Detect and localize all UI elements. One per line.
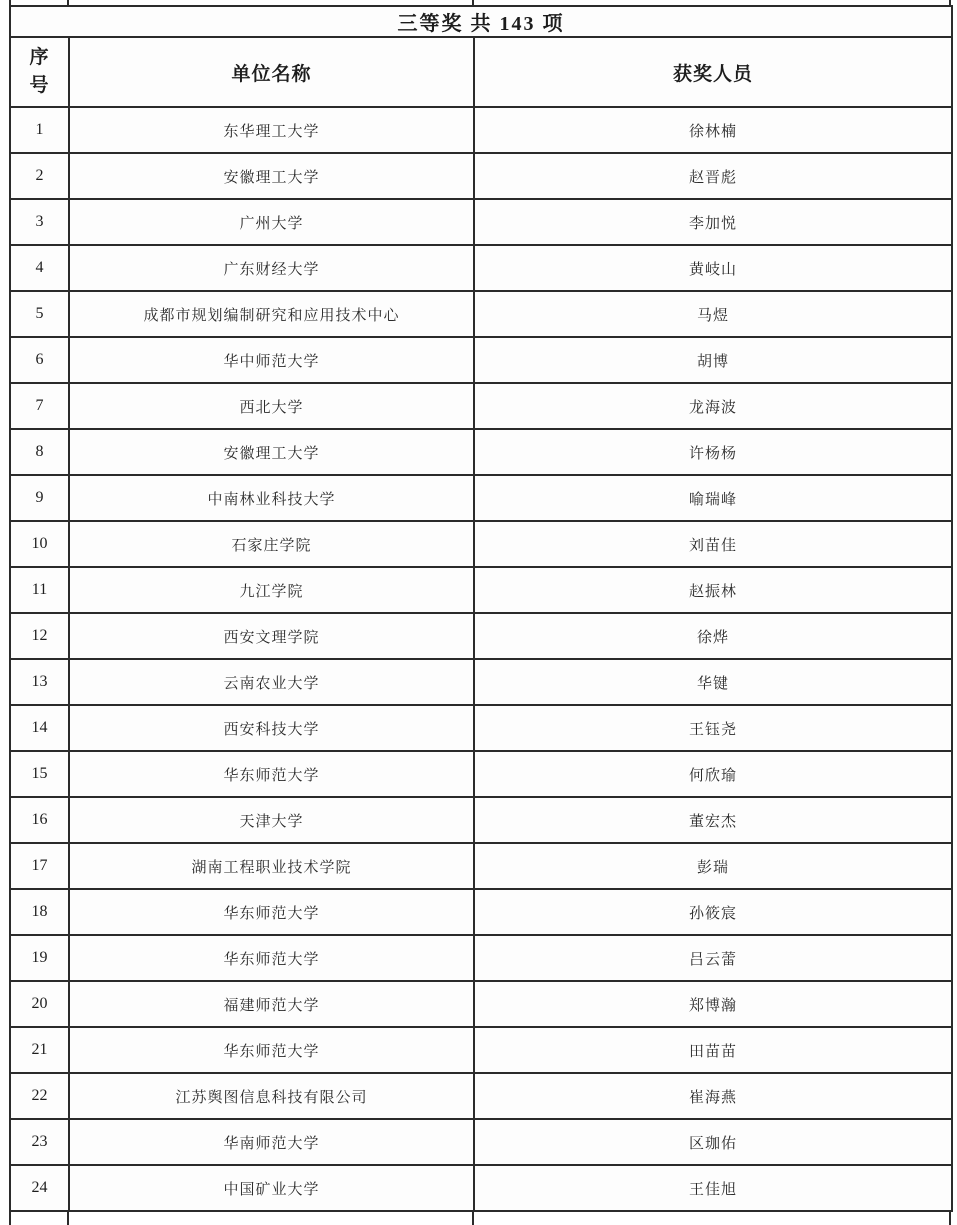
index-cell: 24 [10,1165,69,1211]
winner-cell: 华键 [474,659,952,705]
winner-cell: 赵振林 [474,567,952,613]
winner-cell: 李加悦 [474,199,952,245]
table-row [10,1073,952,1119]
table-row [10,751,952,797]
winner-cell: 崔海燕 [474,1073,952,1119]
unit-cell: 华东师范大学 [69,889,474,935]
unit-cell: 广东财经大学 [69,245,474,291]
index-cell: 11 [10,567,69,613]
section-title-row [10,6,952,37]
winner-cell: 孙筱宸 [474,889,952,935]
table-row [10,153,952,199]
column-header-index-label: 序号 [29,47,50,96]
column-header-unit: 单位名称 [69,37,474,107]
winner-cell: 马煜 [474,291,952,337]
table-border-segment [472,1212,474,1225]
table-row [10,245,952,291]
index-cell: 2 [10,153,69,199]
table-row [10,843,952,889]
index-cell: 3 [10,199,69,245]
winner-cell: 胡博 [474,337,952,383]
table-row [10,383,952,429]
table-row [10,1165,952,1211]
unit-cell: 成都市规划编制研究和应用技术中心 [69,291,474,337]
index-cell: 14 [10,705,69,751]
index-cell: 7 [10,383,69,429]
next-row-fragment [9,1212,951,1225]
unit-cell: 云南农业大学 [69,659,474,705]
winner-cell: 徐林楠 [474,107,952,153]
index-cell: 4 [10,245,69,291]
column-header-row [10,37,952,107]
index-cell: 6 [10,337,69,383]
table-row [10,291,952,337]
unit-cell: 中国矿业大学 [69,1165,474,1211]
index-cell: 13 [10,659,69,705]
unit-cell: 江苏舆图信息科技有限公司 [69,1073,474,1119]
table-row [10,475,952,521]
index-cell: 5 [10,291,69,337]
index-cell: 16 [10,797,69,843]
winner-cell: 彭瑞 [474,843,952,889]
winner-cell: 董宏杰 [474,797,952,843]
unit-cell: 华南师范大学 [69,1119,474,1165]
table-border-segment [67,1212,69,1225]
table-row [10,797,952,843]
index-cell: 19 [10,935,69,981]
section-title: 三等奖 共 143 项 [10,6,952,37]
unit-cell: 广州大学 [69,199,474,245]
winner-cell: 区珈佑 [474,1119,952,1165]
table-border-segment [949,1212,951,1225]
previous-row-fragment [9,0,951,5]
winner-cell: 龙海波 [474,383,952,429]
unit-cell: 华中师范大学 [69,337,474,383]
index-cell: 9 [10,475,69,521]
index-cell: 21 [10,1027,69,1073]
index-cell: 1 [10,107,69,153]
table-border-segment [67,0,69,5]
winner-cell: 赵晋彪 [474,153,952,199]
unit-cell: 天津大学 [69,797,474,843]
winner-cell: 王佳旭 [474,1165,952,1211]
unit-cell: 石家庄学院 [69,521,474,567]
table-row [10,659,952,705]
winner-cell: 许杨杨 [474,429,952,475]
unit-cell: 华东师范大学 [69,751,474,797]
winner-cell: 喻瑞峰 [474,475,952,521]
table-row [10,337,952,383]
table-row [10,981,952,1027]
table-border-segment [949,0,951,5]
table-row [10,889,952,935]
index-cell: 20 [10,981,69,1027]
unit-cell: 福建师范大学 [69,981,474,1027]
index-cell: 18 [10,889,69,935]
unit-cell: 华东师范大学 [69,1027,474,1073]
table-border-segment [472,0,474,5]
unit-cell: 东华理工大学 [69,107,474,153]
winner-cell: 黄岐山 [474,245,952,291]
table-row [10,1027,952,1073]
index-cell: 22 [10,1073,69,1119]
unit-cell: 西安科技大学 [69,705,474,751]
table-row [10,613,952,659]
unit-cell: 西安文理学院 [69,613,474,659]
unit-cell: 安徽理工大学 [69,429,474,475]
column-header-index [10,37,69,107]
table-row [10,521,952,567]
winner-cell: 刘苗佳 [474,521,952,567]
table-row [10,567,952,613]
table-border-segment [9,1212,11,1225]
winner-cell: 吕云蕾 [474,935,952,981]
unit-cell: 西北大学 [69,383,474,429]
table-row [10,429,952,475]
index-cell: 10 [10,521,69,567]
winner-cell: 王钰尧 [474,705,952,751]
table-row [10,107,952,153]
unit-cell: 九江学院 [69,567,474,613]
unit-cell: 华东师范大学 [69,935,474,981]
table-row [10,1119,952,1165]
award-table [9,5,953,1212]
table-row [10,199,952,245]
winner-cell: 郑博瀚 [474,981,952,1027]
table-row [10,935,952,981]
winner-cell: 徐烨 [474,613,952,659]
index-cell: 12 [10,613,69,659]
index-cell: 15 [10,751,69,797]
unit-cell: 安徽理工大学 [69,153,474,199]
table-border-segment [9,0,11,5]
winner-cell: 何欣瑜 [474,751,952,797]
table-row [10,705,952,751]
index-cell: 8 [10,429,69,475]
column-header-winner: 获奖人员 [474,37,952,107]
unit-cell: 中南林业科技大学 [69,475,474,521]
index-cell: 17 [10,843,69,889]
unit-cell: 湖南工程职业技术学院 [69,843,474,889]
winner-cell: 田苗苗 [474,1027,952,1073]
index-cell: 23 [10,1119,69,1165]
